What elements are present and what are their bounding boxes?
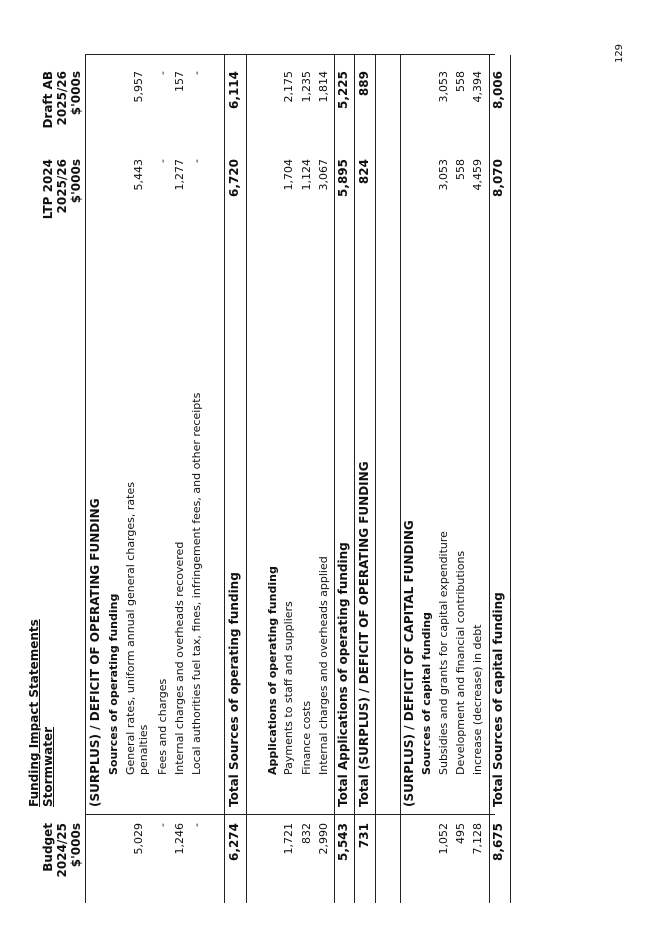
- activity-name: Stormwater: [41, 726, 55, 807]
- rule: [354, 55, 355, 903]
- column-divider: [85, 54, 495, 55]
- ltp-column-header: LTP 2024 2025/26 $'000s: [41, 159, 83, 220]
- page-number: 129: [614, 43, 626, 64]
- statement-title: Funding Impact Statements: [27, 619, 41, 807]
- column-divider: [85, 814, 495, 815]
- rule: [85, 55, 86, 903]
- rule: [400, 55, 401, 903]
- rule: [246, 55, 247, 903]
- draft-column-header: Draft AB 2025/26 $'000s: [41, 71, 83, 129]
- funding-impact-statement: Funding Impact Statements Stormwater Budget 2024/25 $'000s LTP 2024 2025/26 $'000s Draft AB 2025/26 $'000s (SURPLUS) / DEFICIT OF OPERATING FUNDING Sources of operating funding 5,029 General rates, uniform annual general charges, rates penalties 5,443 5,957 - Fees and charges - - 1,246 Internal charges and overheads recovered 1,277 157 - Local authorities fuel tax, fines, infringement fees, and other receipts - - 6,274 Total Sources of operating funding 6,720 6,114 Applications of operating funding 1,721 Payments to staff and suppliers 1,704 2,175 832 Finance costs 1,124 1,235 2,990 Internal charges and overheads applied 3,067 1,814 5,543 Total Applications of operating funding 5,895 5,225 731 Total (SURPLUS) / DEFICIT OF OPERATING FUNDING 824 889 (SURPLUS) / DEFICIT OF CAPITAL FUNDING Sources of capital funding 1,052 Subsidies and grants for capital expenditure 3,053 3,053 495 Development and financial contributions 558 558 7,128 increase (decrease) in debt 4,459 4,394 8,675 Total Sources of capital funding 8,070 8,006: [23, 23, 553, 903]
- rule: [489, 55, 490, 903]
- rule: [510, 55, 511, 903]
- rule: [375, 55, 376, 903]
- rule: [224, 55, 225, 903]
- budget-column-header: Budget 2024/25 $'000s: [41, 823, 83, 878]
- rule: [334, 55, 335, 903]
